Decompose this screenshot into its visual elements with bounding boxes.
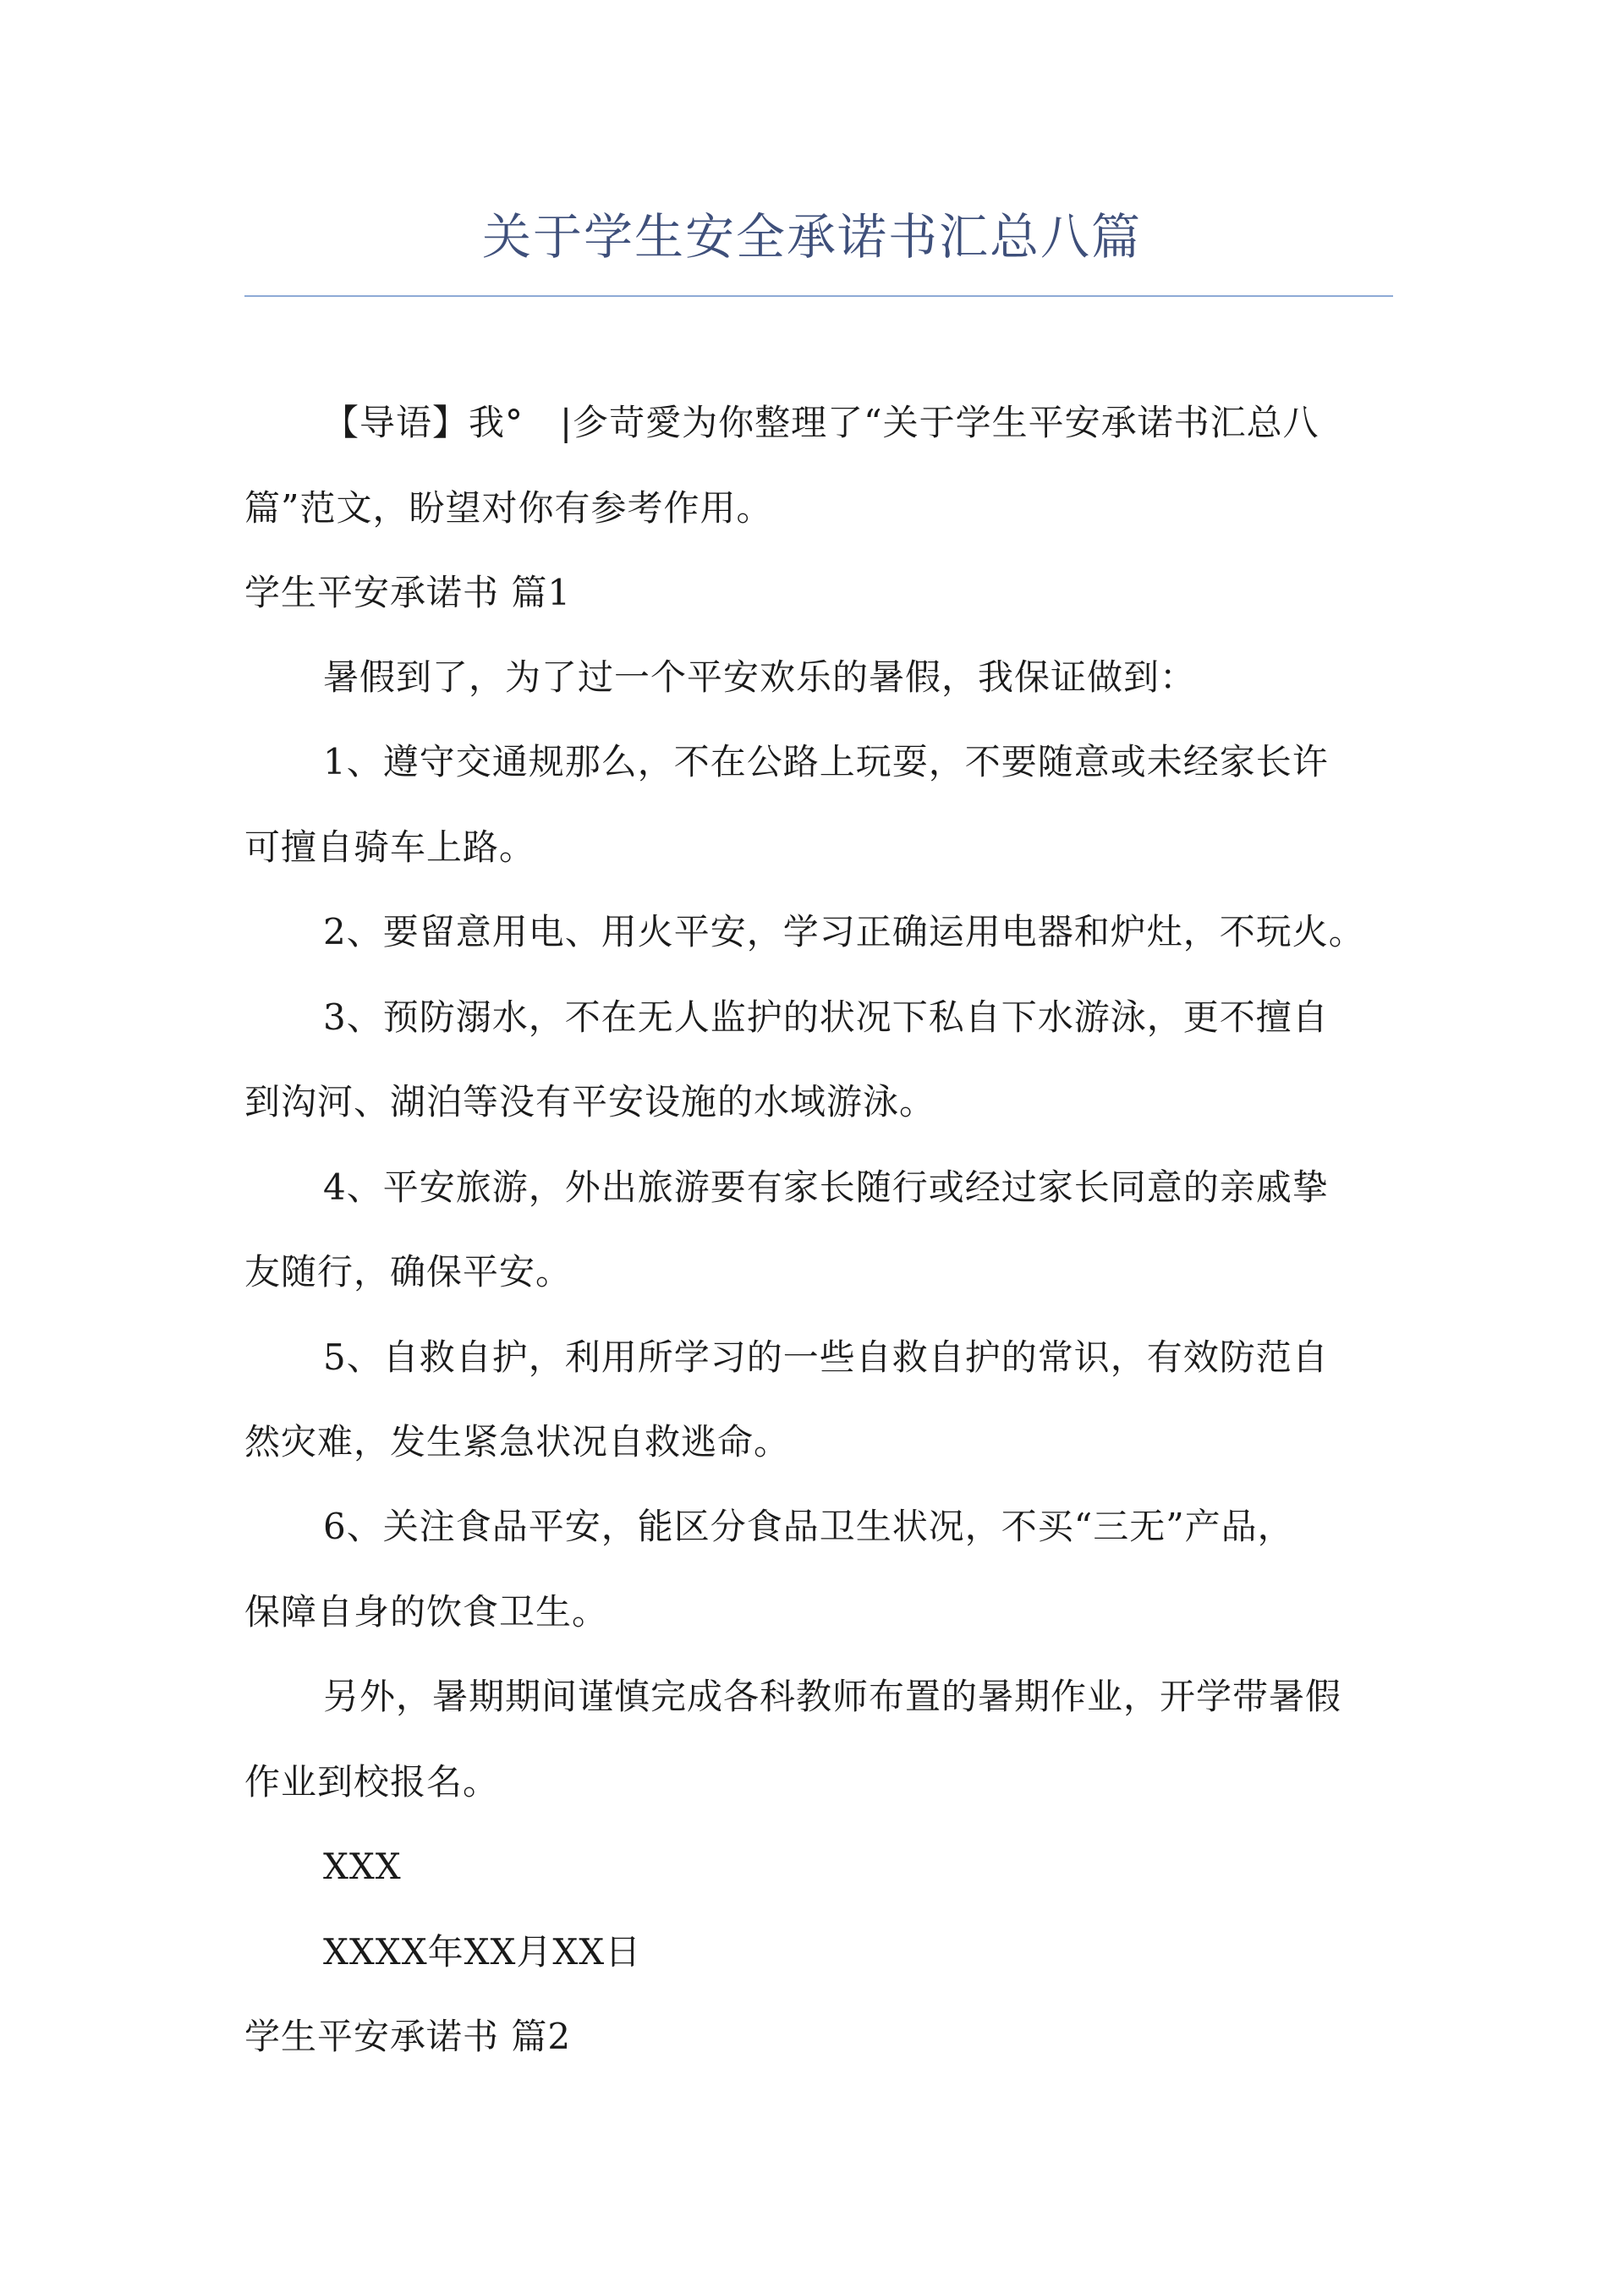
paragraph-line: 暑假到了，为了过一个平安欢乐的暑假，我保证做到： (323, 656, 1197, 698)
intro-line-1: 【导语】我° |㐱苛愛为你整理了“关于学生平安承诺书汇总八 (323, 402, 1320, 443)
section-heading-1: 学生平安承诺书 篇1 (244, 572, 572, 613)
paragraph-line: 可擅自骑车上路。 (244, 826, 536, 868)
paragraph-line: 4、平安旅游，外出旅游要有家长随行或经过家长同意的亲戚挚 (323, 1166, 1329, 1208)
paragraph-line: 2、要留意用电、用火平安，学习正确运用电器和炉灶，不玩火。 (323, 911, 1365, 952)
paragraph-line: 作业到校报名。 (244, 1761, 500, 1803)
document-title: 关于学生安全承诺书汇总八篇 (481, 208, 1142, 266)
signature-name: XXX (323, 1846, 402, 1887)
paragraph-line: 3、预防溺水，不在无人监护的状况下私自下水游泳，更不擅自 (323, 996, 1329, 1038)
intro-line-2: 篇”范文，盼望对你有参考作用。 (244, 487, 773, 529)
paragraph-line: 6、关注食品平安，能区分食品卫生状况，不买“三无”产品， (323, 1506, 1294, 1547)
paragraph-line: 然灾难，发生紧急状况自救逃命。 (244, 1421, 791, 1463)
paragraph-line: 到沟河、湖泊等没有平安设施的水域游泳。 (244, 1081, 936, 1122)
title-divider (244, 295, 1393, 297)
paragraph-line: 保障自身的饮食卫生。 (244, 1591, 609, 1633)
paragraph-line: 5、自救自护，利用所学习的一些自救自护的常识，有效防范自 (323, 1336, 1329, 1378)
paragraph-line: 友随行，确保平安。 (244, 1251, 573, 1292)
paragraph-line: 1、遵守交通规那么，不在公路上玩耍，不要随意或未经家长许 (323, 741, 1329, 782)
signature-date: XXXX年XX月XX日 (323, 1931, 642, 1973)
paragraph-line: 另外，暑期期间谨慎完成各科教师布置的暑期作业，开学带暑假 (323, 1676, 1342, 1717)
section-heading-2: 学生平安承诺书 篇2 (244, 2016, 572, 2057)
